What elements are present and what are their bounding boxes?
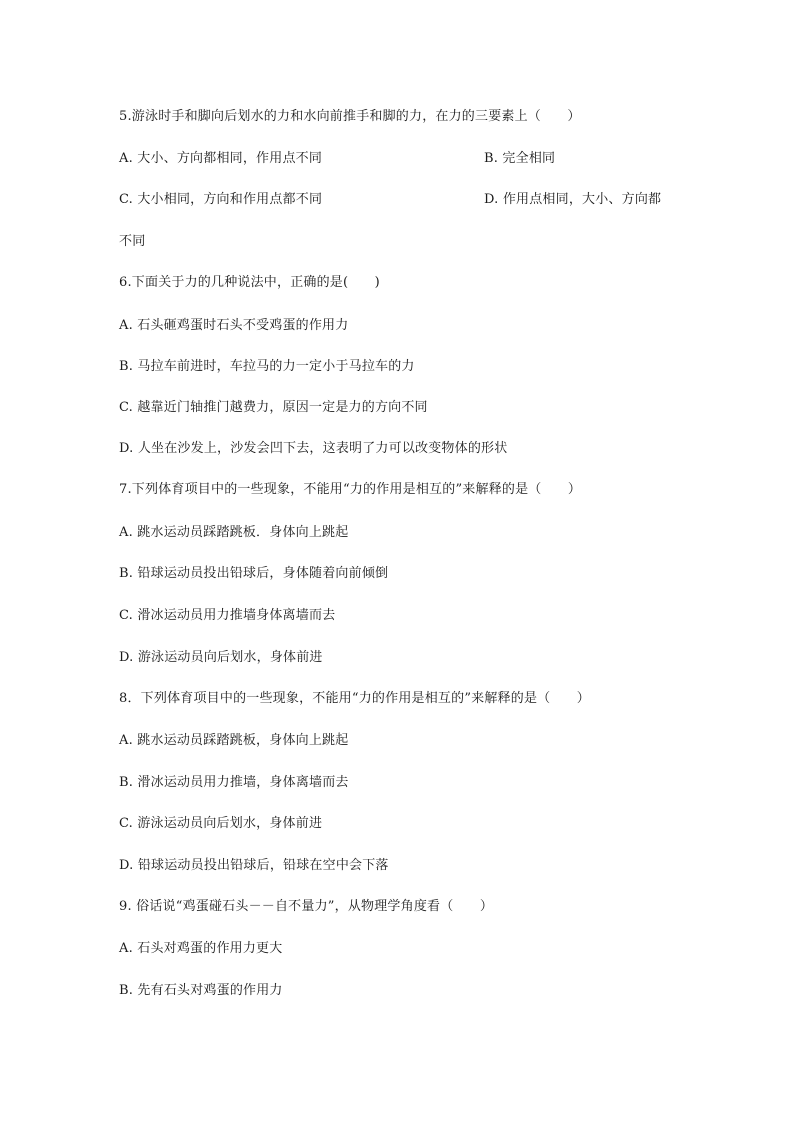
- q8-option-b: B. 滑冰运动员用力推墙，身体离墙而去: [119, 775, 349, 790]
- q5-option-d-continued: 不同: [119, 234, 146, 249]
- q7-option-d: D. 游泳运动员向后划水，身体前进: [119, 650, 323, 665]
- q8-option-d: D. 铅球运动员投出铅球后，铅球在空中会下落: [119, 858, 389, 873]
- q6-option-d: D. 人坐在沙发上，沙发会凹下去，这表明了力可以改变物体的形状: [119, 441, 508, 456]
- q8-option-a: A. 跳水运动员踩踏跳板，身体向上跳起: [119, 733, 349, 748]
- q9-option-a: A. 石头对鸡蛋的作用力更大: [119, 941, 283, 956]
- q9-option-b: B. 先有石头对鸡蛋的作用力: [119, 983, 283, 998]
- q8-stem: 8．下列体育项目中的一些现象，不能用“力的作用是相互的”来解释的是（ ）: [119, 691, 590, 706]
- q7-option-c: C. 滑冰运动员用力推墙身体离墙而去: [119, 608, 336, 623]
- q5-option-b: B. 完全相同: [484, 151, 556, 166]
- q7-stem: 7.下列体育项目中的一些现象，不能用“力的作用是相互的”来解释的是（ ）: [119, 482, 582, 497]
- q5-option-a: A. 大小、方向都相同，作用点不同: [119, 151, 323, 166]
- q9-stem: 9. 俗话说“鸡蛋碰石头－－自不量力”，从物理学角度看（ ）: [119, 899, 494, 914]
- q6-stem: 6.下面关于力的几种说法中，正确的是( ): [119, 275, 380, 290]
- q5-stem: 5.游泳时手和脚向后划水的力和水向前推手和脚的力，在力的三要素上（ ）: [119, 109, 581, 124]
- q7-option-a: A. 跳水运动员踩踏跳板．身体向上跳起: [119, 525, 349, 540]
- q5-option-d: D. 作用点相同，大小、方向都: [484, 192, 662, 207]
- q6-option-a: A. 石头砸鸡蛋时石头不受鸡蛋的作用力: [119, 318, 349, 333]
- q6-option-b: B. 马拉车前进时，车拉马的力一定小于马拉车的力: [119, 359, 415, 374]
- q6-option-c: C. 越靠近门轴推门越费力，原因一定是力的方向不同: [119, 400, 428, 415]
- q8-option-c: C. 游泳运动员向后划水，身体前进: [119, 816, 323, 831]
- q7-option-b: B. 铅球运动员投出铅球后，身体随着向前倾倒: [119, 566, 389, 581]
- q5-option-c: C. 大小相同，方向和作用点都不同: [119, 192, 323, 207]
